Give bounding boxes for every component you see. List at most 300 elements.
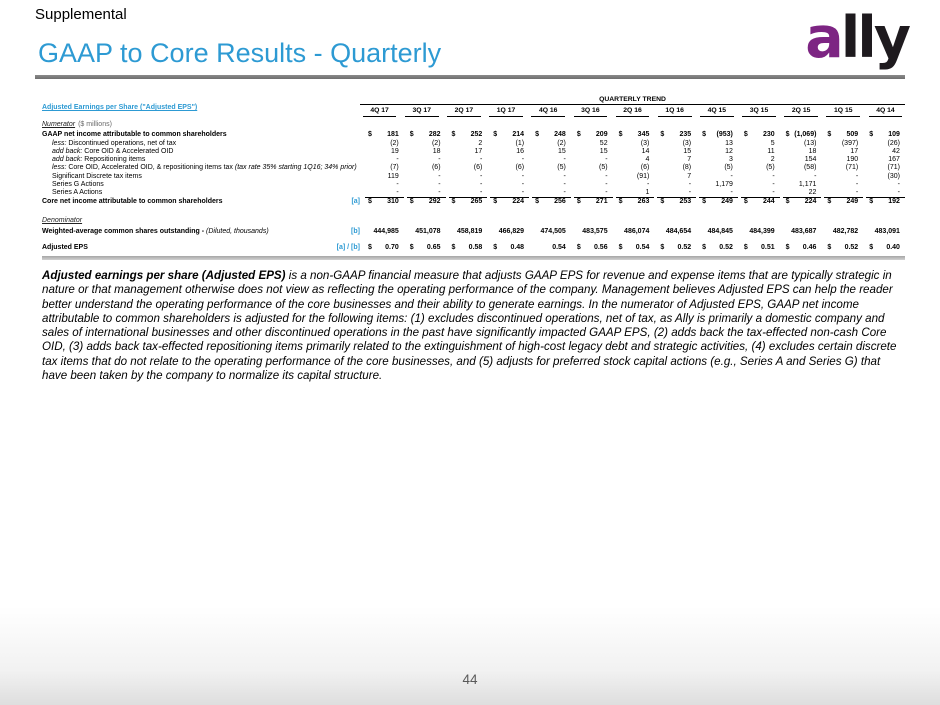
currency-symbol: $ (451, 243, 456, 251)
table-cell (449, 148, 488, 156)
cell-value: 190 (846, 156, 859, 164)
section-heading (42, 120, 905, 129)
table-cell (866, 228, 905, 236)
table-row (42, 148, 905, 156)
table-cell (532, 197, 571, 206)
cell-value: 249 (846, 198, 859, 206)
cell-value: - (521, 172, 525, 180)
table-cell (741, 197, 780, 206)
table-cell (574, 140, 613, 148)
table-cell (657, 197, 696, 206)
currency-symbol: $ (368, 198, 372, 206)
cell-value: 256 (554, 198, 566, 206)
ally-logo (805, 5, 908, 71)
cell-value: (58) (803, 164, 817, 172)
row-label-text: GAAP net income attributable to common shareholders (42, 131, 227, 139)
table-cell (866, 173, 905, 181)
row-cells (365, 173, 905, 181)
cell-value: 444,985 (373, 227, 399, 235)
table-cell (490, 173, 529, 181)
currency-symbol: $ (618, 198, 623, 206)
table-row (42, 244, 905, 252)
table-cell (699, 148, 738, 156)
cell-value: 509 (846, 131, 859, 139)
cell-value: 252 (470, 131, 483, 139)
table-cell (490, 197, 529, 206)
cell-value: - (772, 180, 775, 188)
cell-value: 483,687 (791, 227, 817, 235)
table-cell (490, 140, 529, 148)
table-cell (741, 131, 780, 139)
table-cell (741, 140, 780, 148)
table-row (42, 131, 905, 139)
table-cell (783, 244, 822, 252)
cell-value: (1) (515, 139, 525, 147)
cell-value: (30) (887, 172, 900, 180)
table-cell (449, 164, 488, 172)
cell-value: 0.48 (510, 243, 525, 251)
table-cell (574, 131, 613, 139)
cell-value: 451,078 (415, 227, 441, 235)
currency-symbol: $ (702, 131, 707, 139)
table-cell (616, 244, 655, 252)
table-cell (490, 164, 529, 172)
row-cells (365, 181, 905, 189)
row-cells (365, 164, 905, 172)
cell-value: 7 (687, 156, 692, 164)
cell-value: (5) (724, 164, 733, 172)
table-cell (866, 197, 905, 206)
table-cell (824, 131, 863, 139)
quarter-header-row (360, 106, 905, 117)
table-header-left (42, 96, 360, 117)
table-cell (407, 131, 446, 139)
table-cell (657, 148, 696, 156)
cell-value: 0.40 (886, 243, 900, 251)
cell-value: (5) (557, 164, 566, 172)
cell-value: (6) (640, 164, 650, 172)
cell-value: 484,845 (707, 227, 733, 235)
table-cell (657, 228, 696, 236)
table-cell (490, 228, 529, 236)
table-cell (616, 173, 655, 181)
cell-value: (2) (390, 139, 399, 147)
table-cell (824, 148, 863, 156)
row-label (42, 148, 322, 156)
cell-value: 482,782 (832, 227, 859, 235)
table-cell (783, 189, 822, 197)
cell-value: - (688, 180, 692, 188)
cell-value: 230 (762, 131, 775, 139)
cell-value: (7) (390, 164, 399, 172)
currency-symbol: $ (451, 198, 456, 206)
table-row (42, 189, 905, 197)
cell-value: - (479, 172, 483, 180)
quarterly-trend-label: QUARTERLY TREND (360, 96, 905, 105)
row-cells (365, 140, 905, 148)
cell-value: 17 (850, 147, 859, 155)
currency-symbol: $ (869, 243, 874, 251)
table-cell (657, 189, 696, 197)
table-cell (407, 140, 446, 148)
table-cell (741, 173, 780, 181)
cell-value: 249 (721, 198, 733, 206)
table-cell (449, 244, 488, 252)
table-cell (574, 148, 613, 156)
table-cell (824, 156, 863, 164)
table-cell (616, 228, 655, 236)
table-cell (490, 189, 529, 197)
table-cell (365, 228, 404, 236)
title-divider (35, 75, 905, 79)
table-cell (532, 173, 571, 181)
table-cell (532, 181, 571, 189)
cell-value: (5) (766, 164, 775, 172)
table-cell (616, 181, 655, 189)
currency-symbol: $ (535, 131, 539, 139)
cell-value: 42 (892, 147, 900, 155)
row-cells (365, 244, 905, 252)
section-heading (42, 216, 905, 225)
cell-value: 17 (474, 147, 483, 155)
currency-symbol: $ (493, 243, 498, 251)
table-cell (616, 164, 655, 172)
cell-value: 0.65 (426, 243, 441, 251)
row-spacer (42, 236, 905, 244)
row-label (42, 140, 322, 148)
cell-value: - (605, 189, 608, 197)
table-row (42, 227, 905, 235)
cell-value: 263 (637, 198, 650, 206)
cell-value: 345 (637, 131, 650, 139)
row-label-text: Weighted-average common shares outstanding - (42, 227, 207, 235)
cell-value: 2 (770, 156, 775, 164)
column-header: 1Q 17 (486, 106, 525, 117)
table-cell (616, 197, 655, 206)
currency-symbol: $ (368, 243, 372, 251)
cell-value: - (438, 189, 441, 197)
cell-value: (91) (636, 172, 650, 180)
cell-value: 167 (888, 156, 900, 164)
currency-symbol: $ (576, 198, 581, 206)
table-cell (783, 131, 822, 139)
table-cell (824, 244, 863, 252)
cell-value: (6) (515, 164, 525, 172)
row-label (42, 131, 322, 139)
row-label-prefix: add back: (52, 147, 83, 155)
table-cell (616, 140, 655, 148)
currency-symbol: $ (785, 131, 790, 139)
cell-value: - (688, 189, 692, 197)
currency-symbol: $ (576, 243, 581, 251)
currency-symbol: $ (785, 198, 790, 206)
cell-value: - (563, 180, 566, 188)
cell-value: 18 (432, 147, 441, 155)
table-cell (741, 228, 780, 236)
column-header: 4Q 15 (697, 106, 736, 117)
cell-value: - (396, 156, 399, 164)
table-cell (657, 181, 696, 189)
cell-value: 154 (804, 156, 817, 164)
cell-value: - (479, 180, 483, 188)
table-cell (574, 164, 613, 172)
cell-value: - (521, 156, 525, 164)
row-reference: [a] (351, 198, 360, 206)
cell-value: - (772, 172, 775, 180)
cell-value: 483,575 (582, 227, 608, 235)
adjusted-eps-link[interactable]: Adjusted Earnings per Share ("Adjusted EPS") (42, 104, 198, 111)
table-cell (616, 189, 655, 197)
table-cell (574, 181, 613, 189)
table-cell (741, 189, 780, 197)
row-label-prefix: less: (52, 139, 67, 147)
table-cell (365, 189, 404, 197)
column-header: 2Q 15 (782, 106, 821, 117)
cell-value: (1,069) (794, 131, 817, 139)
cell-value: 486,074 (624, 227, 650, 235)
table-cell (532, 131, 571, 139)
column-header: 3Q 15 (739, 106, 778, 117)
row-cells (365, 148, 905, 156)
table-cell (866, 148, 905, 156)
cell-value: - (897, 189, 900, 197)
row-label-text: Significant Discrete tax items (52, 172, 142, 180)
table-cell (365, 131, 404, 139)
cell-value: (26) (887, 139, 900, 147)
currency-symbol: $ (702, 243, 707, 251)
table-cell (574, 197, 613, 206)
table-cell (490, 244, 529, 252)
column-header: 4Q 17 (360, 106, 399, 117)
table-cell (407, 181, 446, 189)
cell-value: 0.70 (385, 243, 399, 251)
cell-value: - (855, 172, 859, 180)
cell-value: (3) (640, 139, 650, 147)
table-cell (699, 131, 738, 139)
table-cell (699, 156, 738, 164)
row-label (42, 228, 322, 236)
table-bottom-divider (42, 256, 905, 260)
row-label (42, 164, 357, 172)
table-cell (783, 140, 822, 148)
currency-symbol: $ (576, 131, 581, 139)
cell-value: (5) (599, 164, 608, 172)
cell-value: 0.52 (677, 243, 692, 251)
cell-value: 14 (641, 147, 650, 155)
cell-value: 0.46 (802, 243, 817, 251)
row-cells (365, 197, 905, 206)
table-cell (532, 228, 571, 236)
cell-value: 3 (728, 156, 733, 164)
row-label (42, 156, 322, 164)
section-heading-label: Denominator (42, 217, 83, 225)
cell-value: - (563, 172, 566, 180)
column-header: 1Q 16 (655, 106, 694, 117)
cell-value: - (438, 180, 441, 188)
cell-value: - (855, 180, 859, 188)
table-cell (657, 131, 696, 139)
cell-value: 0.51 (761, 243, 775, 251)
table-row (42, 181, 905, 189)
table-row (42, 197, 905, 206)
cell-value: - (563, 156, 566, 164)
cell-value: (3) (682, 139, 692, 147)
table-cell (824, 197, 863, 206)
cell-value: - (396, 180, 399, 188)
table-cell (365, 244, 404, 252)
cell-value: 11 (767, 147, 775, 155)
table-row (42, 156, 905, 164)
currency-symbol: $ (743, 198, 748, 206)
table-cell (574, 173, 613, 181)
table-row (42, 172, 905, 180)
cell-value: 292 (428, 198, 441, 206)
cell-value: 13 (725, 139, 733, 147)
row-label-prefix: add back: (52, 156, 83, 164)
currency-symbol: $ (535, 198, 539, 206)
row-label-text: Adjusted EPS (42, 243, 88, 251)
cell-value: - (396, 189, 399, 197)
table-cell (699, 228, 738, 236)
page-number: 44 (462, 672, 478, 687)
currency-symbol: $ (785, 243, 790, 251)
row-cells (365, 156, 905, 164)
currency-symbol: $ (827, 131, 832, 139)
currency-symbol: $ (493, 131, 498, 139)
table-cell (365, 173, 404, 181)
cell-value: 474,505 (540, 227, 566, 235)
column-header: 1Q 15 (824, 106, 863, 117)
cell-value: 192 (888, 198, 900, 206)
table-cell (741, 244, 780, 252)
ally-logo-letters-lly: lly (840, 5, 908, 71)
table-cell (449, 189, 488, 197)
table-cell (824, 140, 863, 148)
cell-value: 224 (804, 198, 817, 206)
cell-value: 1,179 (715, 180, 733, 188)
cell-value: - (438, 156, 441, 164)
cell-value: - (897, 180, 900, 188)
table-cell (657, 156, 696, 164)
table-cell (783, 164, 822, 172)
cell-value: 181 (387, 131, 399, 139)
cell-value: 248 (554, 131, 566, 139)
table-cell (574, 156, 613, 164)
table-cell (824, 228, 863, 236)
table-header-right (360, 96, 905, 117)
currency-symbol: $ (702, 198, 707, 206)
section-heading-label: Numerator (42, 121, 76, 128)
table-cell (407, 189, 446, 197)
table-cell (407, 164, 446, 172)
table-cell (449, 228, 488, 236)
currency-symbol: $ (660, 198, 665, 206)
cell-value: (71) (887, 164, 900, 172)
table-cell (532, 189, 571, 197)
cell-value: 483,091 (874, 227, 900, 235)
column-header: 3Q 17 (402, 106, 441, 117)
cell-value: 484,399 (749, 227, 775, 235)
cell-value: - (605, 172, 608, 180)
cell-value: - (772, 189, 775, 197)
cell-value: (71) (845, 164, 859, 172)
cell-value: 2 (478, 139, 483, 147)
cell-value: (6) (473, 164, 483, 172)
currency-symbol: $ (827, 198, 832, 206)
cell-value: 0.58 (468, 243, 483, 251)
cell-value: 265 (470, 198, 483, 206)
row-label-text: Series A Actions (52, 189, 103, 197)
cell-value: 214 (512, 131, 525, 139)
currency-symbol: $ (409, 243, 414, 251)
cell-value: 458,819 (456, 227, 483, 235)
row-spacer (42, 206, 905, 214)
table-cell (365, 148, 404, 156)
table-cell (449, 181, 488, 189)
table-cell (616, 148, 655, 156)
row-label-text: Core OID & Accelerated OID (82, 147, 174, 155)
table-cell (490, 181, 529, 189)
cell-value: 22 (808, 189, 817, 197)
row-label-prefix: less: (52, 164, 67, 172)
cell-value: 12 (725, 147, 733, 155)
table-cell (699, 189, 738, 197)
table-cell (741, 164, 780, 172)
row-label-text: Repositioning items (82, 156, 146, 164)
cell-value: 4 (645, 156, 650, 164)
table-header (42, 96, 905, 117)
cell-value: 235 (679, 131, 692, 139)
cell-value: - (479, 189, 483, 197)
cell-value: 16 (516, 147, 525, 155)
column-header: 4Q 16 (529, 106, 568, 117)
table-cell (365, 164, 404, 172)
table-cell (866, 140, 905, 148)
table-cell (616, 156, 655, 164)
table-cell (365, 140, 404, 148)
table-cell (866, 189, 905, 197)
table-cell (699, 244, 738, 252)
row-label (42, 198, 322, 206)
table-cell (532, 140, 571, 148)
footnote-lead: Adjusted earnings per share (Adjusted EPS) (42, 269, 286, 283)
currency-symbol: $ (869, 131, 874, 139)
cell-value: - (438, 172, 441, 180)
cell-value: - (479, 156, 483, 164)
table-row (42, 164, 905, 172)
table-cell (824, 181, 863, 189)
cell-value: - (605, 156, 608, 164)
cell-value: 1,171 (798, 180, 817, 188)
row-cells (365, 189, 905, 197)
row-label (42, 181, 322, 189)
table-cell (783, 181, 822, 189)
table-cell (741, 148, 780, 156)
table-cell (365, 181, 404, 189)
currency-symbol: $ (660, 131, 665, 139)
column-header: 2Q 16 (613, 106, 652, 117)
table-cell (824, 173, 863, 181)
cell-value: (2) (557, 139, 566, 147)
table-cell (699, 197, 738, 206)
column-header: 2Q 17 (444, 106, 483, 117)
table-cell (449, 156, 488, 164)
cell-value: 0.54 (635, 243, 650, 251)
cell-value: 15 (558, 147, 566, 155)
currency-symbol: $ (409, 198, 414, 206)
currency-symbol: $ (368, 131, 372, 139)
table-cell (866, 131, 905, 139)
